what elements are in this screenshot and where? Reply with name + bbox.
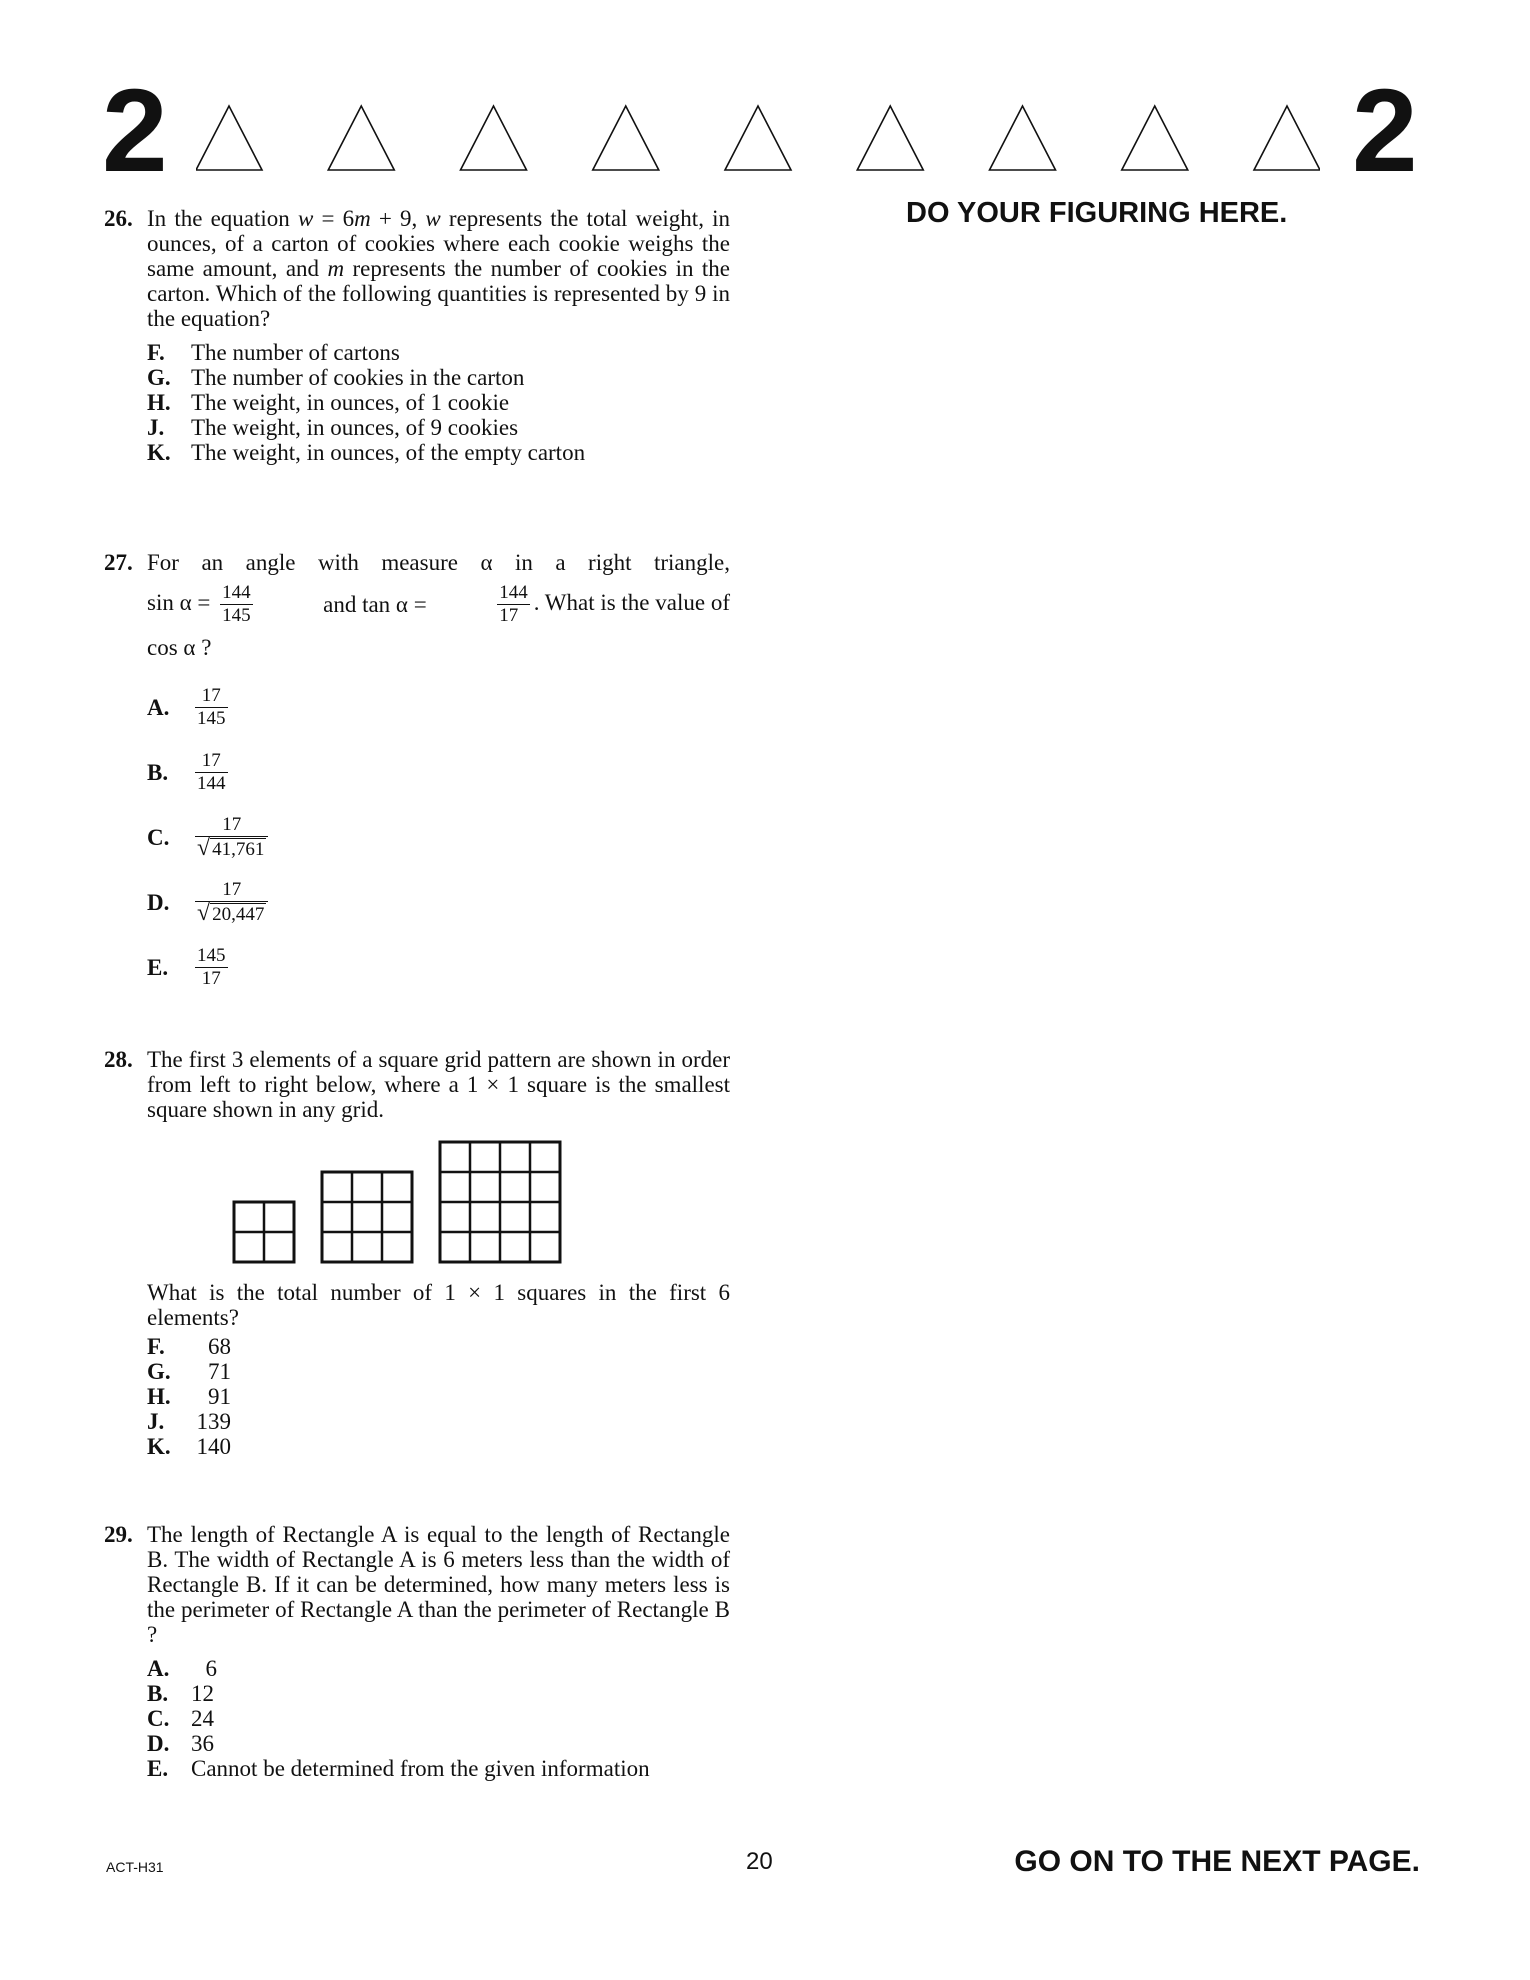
grid-element-2 — [322, 1172, 412, 1262]
question-number: 26. — [104, 206, 133, 231]
answer-choice-g[interactable]: G. The number of cookies in the carton — [147, 365, 525, 390]
question-text: The length of Rectangle A is equal to the length of Rectangle B. The width of Rectangle A is 6 meters less than the width of Rectangle B. If it can be determined, how many meters less is the perimeter of Rectangle A than the perimeter of Rectangle B ? — [147, 1522, 730, 1647]
answer-choice-f[interactable]: F. The number of cartons — [147, 340, 400, 365]
grid-element-1 — [234, 1202, 294, 1262]
answer-choice-a[interactable]: A. $\frac{17}{145}$ — [147, 684, 226, 729]
question-29 — [104, 1522, 730, 1781]
triangle-icon — [990, 106, 1056, 170]
question-27 — [104, 550, 730, 1007]
question-text: In the equation w = 6m + 9, w represents the total weight, in ounces, of a carton of cookies where each cookie weighs the same amount, and m represents the number of cookies in the carton. Which of the following quantities is represented by 9 in the equation? — [147, 206, 730, 331]
page-number: 20 — [746, 1848, 773, 1875]
answer-choice-a[interactable]: A. 6 — [147, 1656, 217, 1681]
grid-element-3 — [440, 1142, 560, 1262]
form-code: ACT-H31 — [106, 1859, 164, 1875]
grid-pattern-figure — [232, 1136, 712, 1266]
section-number-right: 2 — [1352, 65, 1416, 197]
triangle-icon — [857, 106, 923, 170]
question-number: 29. — [104, 1522, 133, 1547]
answer-choice-d[interactable]: D. 36 — [147, 1731, 214, 1756]
triangle-icon — [328, 106, 394, 170]
answer-choice-k[interactable]: K. The weight, in ounces, of the empty carton — [147, 440, 586, 465]
triangle-icon — [725, 106, 791, 170]
answer-choice-d[interactable]: D. $\frac{17}{√ 20,447}$ — [147, 877, 730, 927]
triangle-icon — [196, 106, 262, 170]
answer-choice-f[interactable]: F. 68 — [147, 1334, 231, 1359]
answer-choice-c[interactable]: C. 24 — [147, 1706, 214, 1731]
triangle-icon — [1122, 106, 1188, 170]
sin-fraction: $\frac{144}{145}$ — [222, 581, 251, 626]
answer-choice-h[interactable]: H. The weight, in ounces, of 1 cookie — [147, 390, 510, 415]
next-page-label: GO ON TO THE NEXT PAGE. — [1014, 1845, 1420, 1878]
question-28 — [104, 1047, 730, 1459]
tan-fraction: $\frac{144}{17}$ — [499, 581, 528, 626]
triangle-icon — [461, 106, 527, 170]
answer-choice-e[interactable]: E. Cannot be determined from the given information — [147, 1756, 650, 1781]
question-number: 27. — [104, 550, 133, 575]
triangle-row — [196, 100, 1320, 178]
question-text: The first 3 elements of a square grid pattern are shown in order from left to right below, where a 1 × 1 square is the smallest square shown in any grid. — [147, 1047, 730, 1122]
answer-choices — [147, 682, 730, 992]
answer-choice-b[interactable]: B. 12 — [147, 1681, 214, 1706]
question-prompt: What is the total number of 1 × 1 squares in the first 6 elements? — [147, 1280, 730, 1330]
section-number-left: 2 — [102, 65, 166, 197]
answer-choice-c[interactable]: C. $\frac{17}{√ 41,761}$ — [147, 812, 730, 862]
answer-choice-h[interactable]: H. 91 — [147, 1384, 231, 1409]
triangle-icon — [593, 106, 659, 170]
question-text: For an angle with measure α in a right triangle, sin α = $\frac{144}{145}$ and tan α = $\frac{144}{17}$ . What is the value of cos α ? — [147, 550, 730, 660]
answer-choices — [147, 340, 730, 465]
question-number: 28. — [104, 1047, 133, 1072]
answer-choice-e[interactable]: E. $\frac{145}{17}$ — [147, 944, 226, 989]
triangle-icon — [1254, 106, 1320, 170]
answer-choice-b[interactable]: B. $\frac{17}{144}$ — [147, 749, 226, 794]
answer-choice-j[interactable]: J. 139 — [147, 1409, 231, 1434]
answer-choice-k[interactable]: K. 140 — [147, 1434, 231, 1459]
question-26 — [104, 206, 730, 465]
answer-choice-j[interactable]: J. The weight, in ounces, of 9 cookies — [147, 415, 519, 440]
answer-choices — [147, 1334, 730, 1459]
answer-choices — [147, 1656, 730, 1781]
answer-choice-g[interactable]: G. 71 — [147, 1359, 231, 1384]
figuring-label: DO YOUR FIGURING HERE. — [906, 197, 1288, 229]
